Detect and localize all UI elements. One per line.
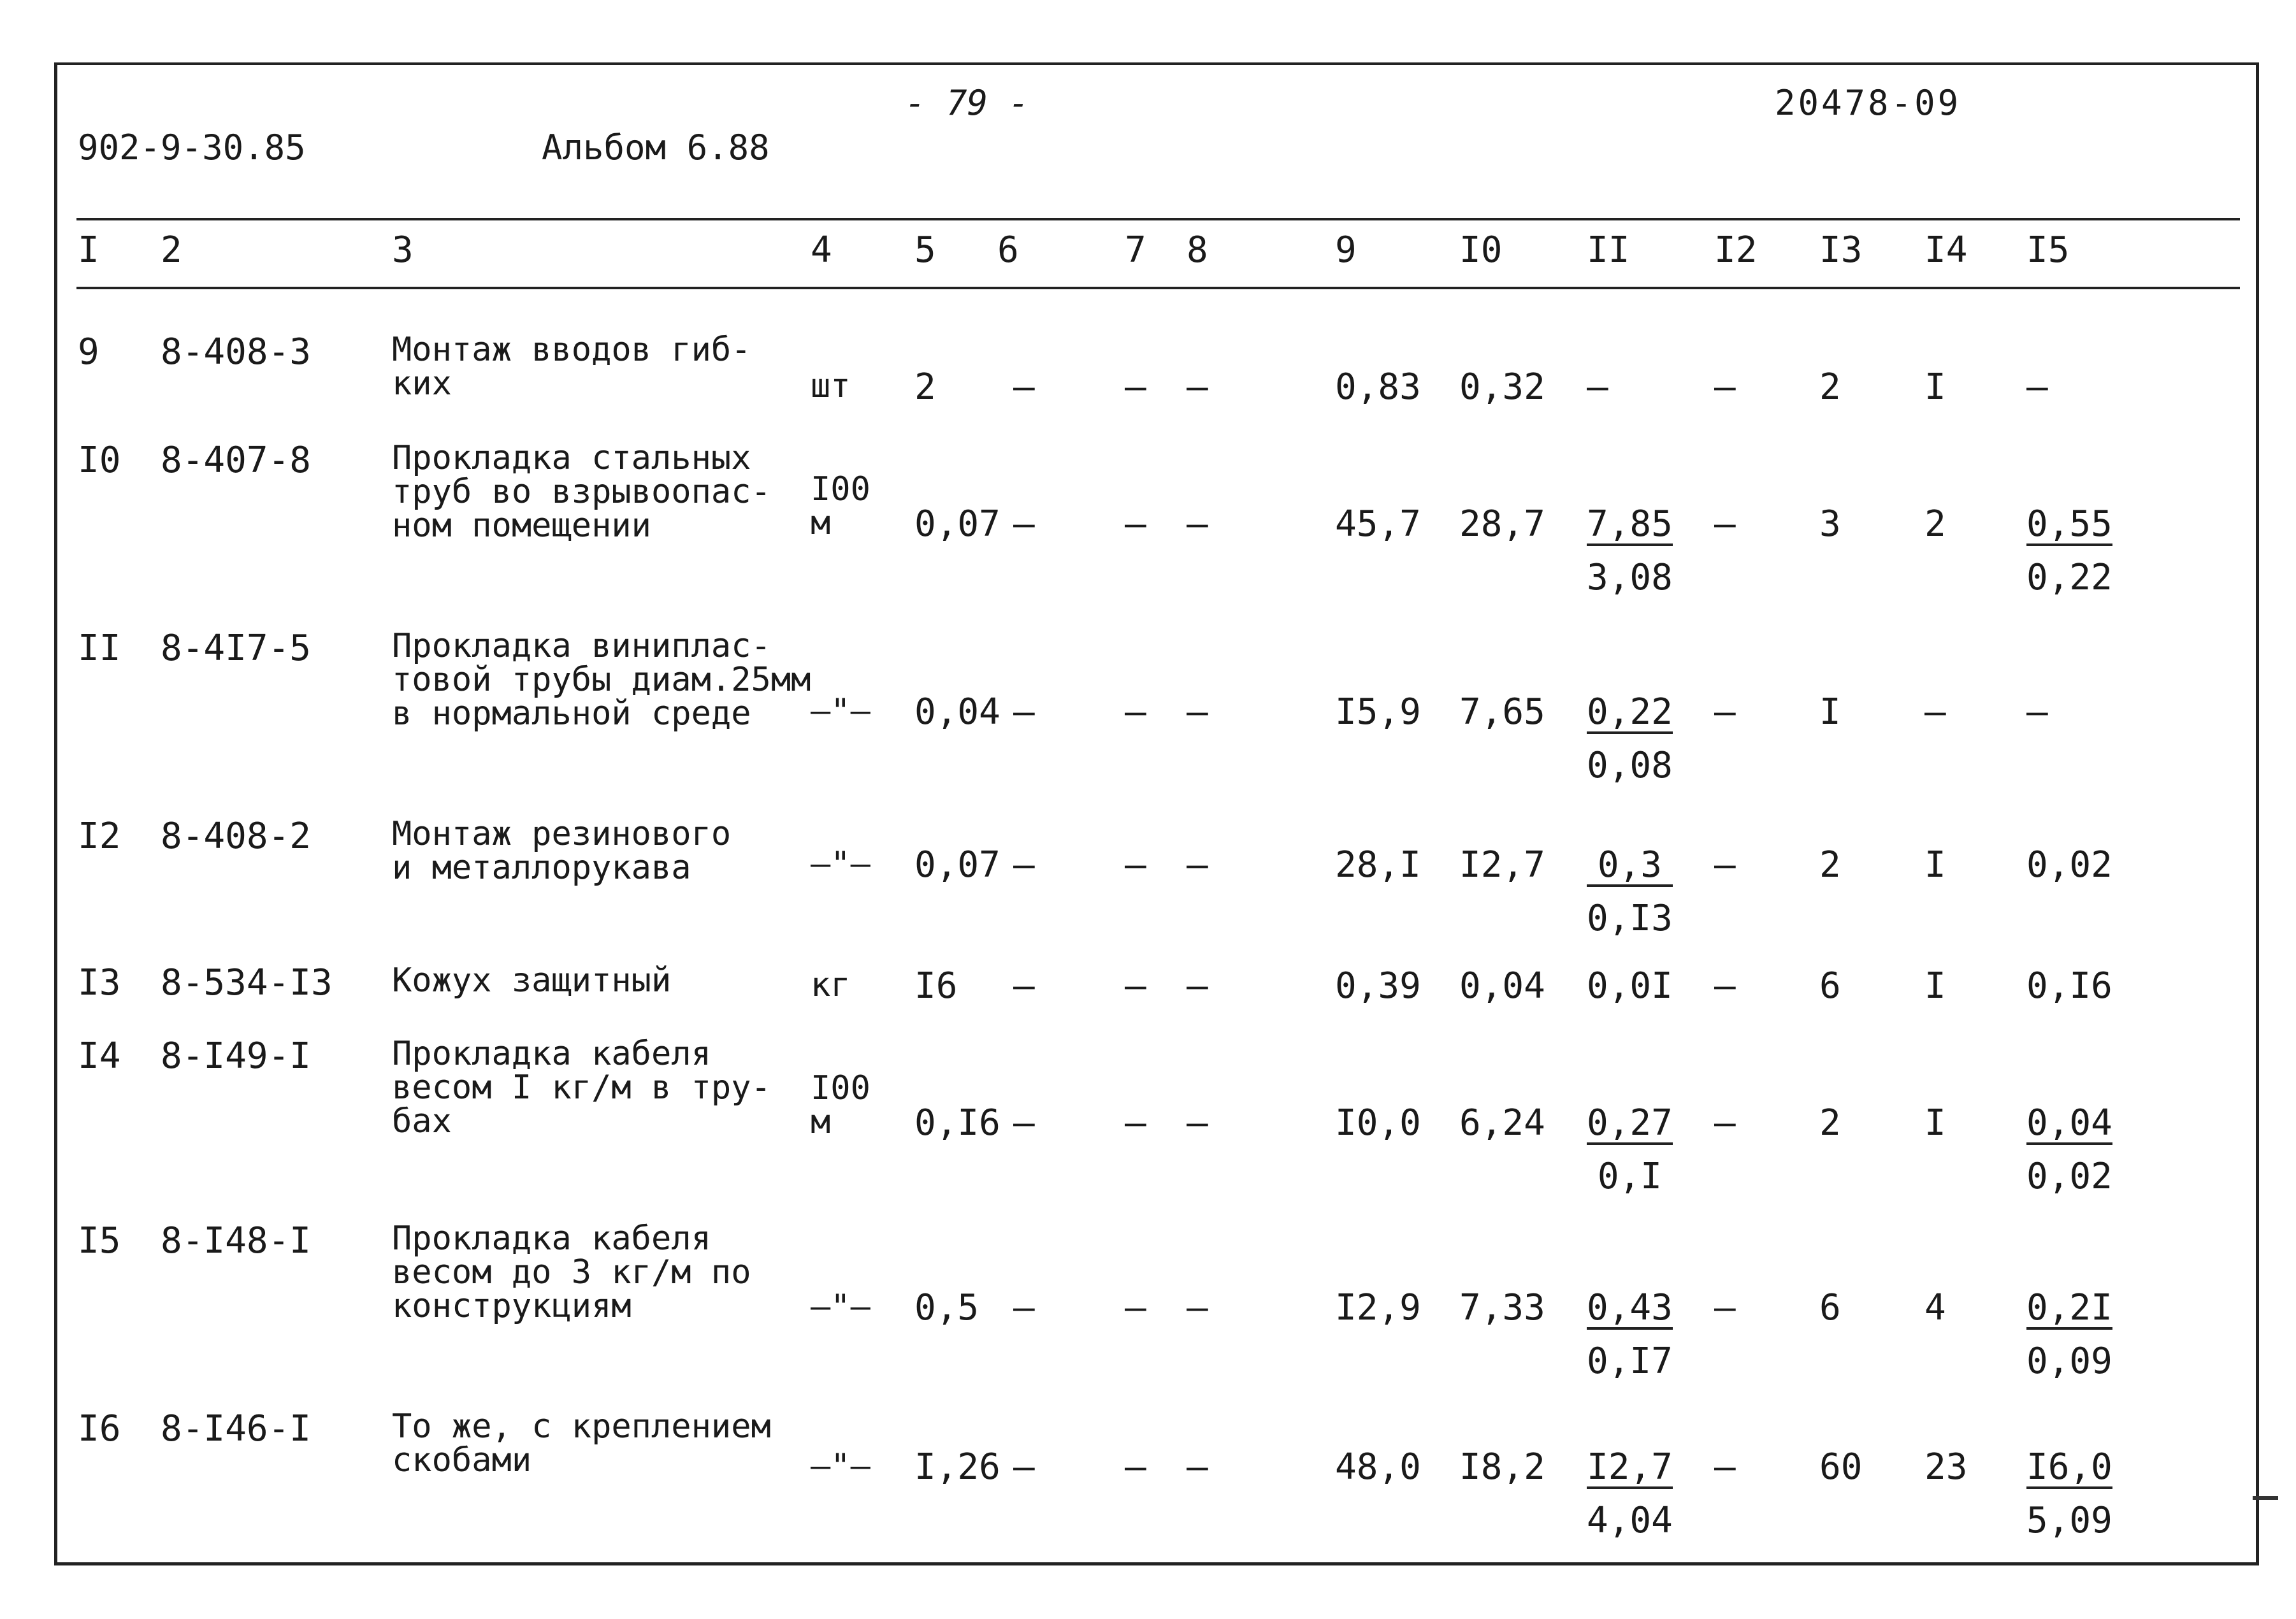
document-code: 902-9-30.85 <box>78 127 306 168</box>
col-7-value: – <box>1125 691 1146 733</box>
col-15-value <box>2026 366 2048 408</box>
col-11-value-secondary-value: 0,08 <box>1587 745 1673 786</box>
document-id: 20478-09 <box>1775 83 1961 123</box>
work-description: То же, с креплением скобами <box>392 1407 771 1479</box>
col-15-value <box>2026 1446 2112 1541</box>
norm-code: 8-I46-I <box>161 1408 312 1450</box>
col-8-value: – <box>1187 366 1208 408</box>
col-15-value-value: 0,2I <box>2026 1287 2112 1328</box>
norm-code: 8-407-8 <box>161 440 312 481</box>
col-11-value-secondary-value: 0,I <box>1597 1156 1662 1197</box>
col-7-value: – <box>1125 844 1146 886</box>
norm-code: 8-4I7-5 <box>161 628 312 669</box>
column-number: I5 <box>2026 229 2070 271</box>
col-7-value: – <box>1125 366 1146 408</box>
col-11-value <box>1587 1102 1673 1197</box>
col-8-value: – <box>1187 1287 1208 1328</box>
col-8-value: – <box>1187 1446 1208 1488</box>
col-11-value <box>1587 366 1608 408</box>
col-14-value: 23 <box>1924 1446 1968 1488</box>
work-description: Прокладка кабеля весом I кг/м в тру- бах <box>392 1035 771 1140</box>
col-15-value-value: – <box>2026 366 2048 408</box>
col-11-value-value: 7,85 <box>1587 503 1673 545</box>
col-15-value-value: 0,55 <box>2026 503 2112 545</box>
column-number: 5 <box>914 229 936 271</box>
col-11-value-secondary-value: 3,08 <box>1587 557 1673 598</box>
col-15-value-value: 0,04 <box>2026 1102 2112 1144</box>
quantity: I,26 <box>914 1446 1000 1488</box>
col-11-value <box>1587 844 1673 939</box>
col-9-value: 45,7 <box>1335 503 1421 545</box>
column-number: I <box>78 229 99 271</box>
col-13-value: 60 <box>1819 1446 1863 1488</box>
quantity: 0,I6 <box>914 1102 1000 1144</box>
col-12-value: – <box>1714 691 1736 733</box>
col-12-value: – <box>1714 503 1736 545</box>
col-15-value-value: – <box>2026 691 2048 733</box>
norm-code: 8-I49-I <box>161 1035 312 1077</box>
col-10-value: 28,7 <box>1459 503 1545 545</box>
col-15-value <box>2026 1102 2112 1197</box>
col-15-value-secondary-value: 5,09 <box>2026 1500 2112 1541</box>
quantity: 0,07 <box>914 503 1000 545</box>
quantity: I6 <box>914 965 958 1007</box>
col-11-value-value: 0,22 <box>1587 691 1673 733</box>
quantity: 2 <box>914 366 936 408</box>
header-bottom-rule <box>76 287 2240 289</box>
col-8-value: – <box>1187 965 1208 1007</box>
row-number: I2 <box>78 816 121 857</box>
quantity: 0,04 <box>914 691 1000 733</box>
col-11-value-value: 0,3 <box>1587 847 1673 887</box>
column-number: 8 <box>1187 229 1208 271</box>
work-description: Кожух защитный <box>392 961 672 1000</box>
row-number: I3 <box>78 962 121 1004</box>
work-description: Монтаж резинового и металлорукава <box>392 815 732 887</box>
col-7-value: – <box>1125 1102 1146 1144</box>
column-number: 2 <box>161 229 182 271</box>
norm-code: 8-I48-I <box>161 1220 312 1262</box>
unit: шт <box>811 367 851 405</box>
col-14-value: I <box>1924 965 1946 1007</box>
col-15-value-value: 0,I6 <box>2026 965 2112 1007</box>
col-11-value-value: – <box>1587 366 1608 408</box>
col-12-value: – <box>1714 844 1736 886</box>
col-8-value: – <box>1187 844 1208 886</box>
col-11-value-value: 0,43 <box>1587 1287 1673 1328</box>
column-number: 3 <box>392 229 414 271</box>
col-15-value <box>2026 1287 2112 1382</box>
col-12-value: – <box>1714 366 1736 408</box>
col-7-value: – <box>1125 503 1146 545</box>
col-13-value: 3 <box>1819 503 1841 545</box>
col-15-value <box>2026 844 2112 886</box>
unit: –"– <box>811 1447 870 1485</box>
col-9-value: I2,9 <box>1335 1287 1421 1328</box>
col-13-value: 2 <box>1819 1102 1841 1144</box>
col-6-value: – <box>1013 1287 1035 1328</box>
unit: –"– <box>811 692 870 730</box>
col-11-value <box>1587 691 1673 786</box>
col-13-value: 6 <box>1819 1287 1841 1328</box>
col-10-value: 0,32 <box>1459 366 1545 408</box>
unit: –"– <box>811 1288 870 1326</box>
column-number: 7 <box>1125 229 1146 271</box>
row-number: I6 <box>78 1408 121 1450</box>
norm-code: 8-408-2 <box>161 816 312 857</box>
col-13-value: 2 <box>1819 366 1841 408</box>
norm-code: 8-408-3 <box>161 331 312 373</box>
quantity: 0,5 <box>914 1287 979 1328</box>
col-11-value-value: 0,0I <box>1587 965 1673 1007</box>
col-9-value: I5,9 <box>1335 691 1421 733</box>
col-10-value: 7,65 <box>1459 691 1545 733</box>
col-11-value-secondary-value: 0,I7 <box>1587 1341 1673 1382</box>
work-description: Прокладка кабеля весом до 3 кг/м по конструкциям <box>392 1220 751 1325</box>
col-15-value-secondary-value: 0,22 <box>2026 557 2112 598</box>
col-11-value-secondary-value: 4,04 <box>1587 1500 1673 1541</box>
col-13-value: 6 <box>1819 965 1841 1007</box>
column-number: I0 <box>1459 229 1503 271</box>
col-7-value: – <box>1125 965 1146 1007</box>
col-14-value: I <box>1924 366 1946 408</box>
edge-mark <box>2253 1496 2278 1500</box>
col-8-value: – <box>1187 503 1208 545</box>
col-9-value: 48,0 <box>1335 1446 1421 1488</box>
col-6-value: – <box>1013 366 1035 408</box>
col-12-value: – <box>1714 1102 1736 1144</box>
page-number: - 79 - <box>905 83 1030 123</box>
col-9-value: 0,83 <box>1335 366 1421 408</box>
col-7-value: – <box>1125 1287 1146 1328</box>
col-8-value: – <box>1187 691 1208 733</box>
unit: I00 м <box>811 470 870 542</box>
col-6-value: – <box>1013 965 1035 1007</box>
col-10-value: 0,04 <box>1459 965 1545 1007</box>
work-description: Прокладка стальных труб во взрывоопас- ном помещении <box>392 439 771 545</box>
col-14-value: – <box>1924 691 1946 733</box>
col-9-value: 0,39 <box>1335 965 1421 1007</box>
norm-code: 8-534-I3 <box>161 962 333 1004</box>
column-number: I2 <box>1714 229 1758 271</box>
row-number: II <box>78 628 121 669</box>
unit: –"– <box>811 845 870 883</box>
column-number: 9 <box>1335 229 1357 271</box>
col-14-value: 2 <box>1924 503 1946 545</box>
col-12-value: – <box>1714 965 1736 1007</box>
row-number: 9 <box>78 331 99 373</box>
col-15-value-secondary-value: 0,09 <box>2026 1341 2112 1382</box>
col-14-value: I <box>1924 1102 1946 1144</box>
column-number: 6 <box>997 229 1019 271</box>
col-15-value <box>2026 691 2048 733</box>
row-number: I5 <box>78 1220 121 1262</box>
col-11-value <box>1587 503 1673 598</box>
col-10-value: I2,7 <box>1459 844 1545 886</box>
col-6-value: – <box>1013 1102 1035 1144</box>
col-10-value: 7,33 <box>1459 1287 1545 1328</box>
column-number: II <box>1587 229 1630 271</box>
col-9-value: 28,I <box>1335 844 1421 886</box>
col-6-value: – <box>1013 691 1035 733</box>
col-11-value-secondary-value: 0,I3 <box>1587 898 1673 939</box>
col-12-value: – <box>1714 1446 1736 1488</box>
col-9-value: I0,0 <box>1335 1102 1421 1144</box>
col-7-value: – <box>1125 1446 1146 1488</box>
col-11-value <box>1587 1287 1673 1382</box>
unit: I00 м <box>811 1069 870 1141</box>
col-6-value: – <box>1013 1446 1035 1488</box>
col-14-value: 4 <box>1924 1287 1946 1328</box>
col-8-value: – <box>1187 1102 1208 1144</box>
col-11-value <box>1587 965 1673 1007</box>
column-number: 4 <box>811 229 832 271</box>
col-11-value <box>1587 1446 1673 1541</box>
col-12-value: – <box>1714 1287 1736 1328</box>
work-description: Монтаж вводов гиб- ких <box>392 331 751 403</box>
column-number: I3 <box>1819 229 1863 271</box>
col-10-value: I8,2 <box>1459 1446 1545 1488</box>
col-15-value-value: I6,0 <box>2026 1446 2112 1488</box>
col-15-value-value: 0,02 <box>2026 844 2112 886</box>
col-6-value: – <box>1013 503 1035 545</box>
work-description: Прокладка виниплас- товой трубы диам.25мм в нормальной среде <box>392 627 811 733</box>
row-number: I4 <box>78 1035 121 1077</box>
col-14-value: I <box>1924 844 1946 886</box>
col-15-value <box>2026 503 2112 598</box>
col-6-value: – <box>1013 844 1035 886</box>
header-top-rule <box>76 218 2240 220</box>
col-15-value-secondary-value: 0,02 <box>2026 1156 2112 1197</box>
quantity: 0,07 <box>914 844 1000 886</box>
col-13-value: I <box>1819 691 1841 733</box>
unit: кг <box>811 966 851 1004</box>
col-11-value-value: 0,27 <box>1587 1102 1673 1144</box>
col-11-value-value: I2,7 <box>1587 1446 1673 1488</box>
col-10-value: 6,24 <box>1459 1102 1545 1144</box>
row-number: I0 <box>78 440 121 481</box>
col-15-value <box>2026 965 2112 1007</box>
col-13-value: 2 <box>1819 844 1841 886</box>
column-number: I4 <box>1924 229 1968 271</box>
album-label: Альбом 6.88 <box>542 127 770 168</box>
